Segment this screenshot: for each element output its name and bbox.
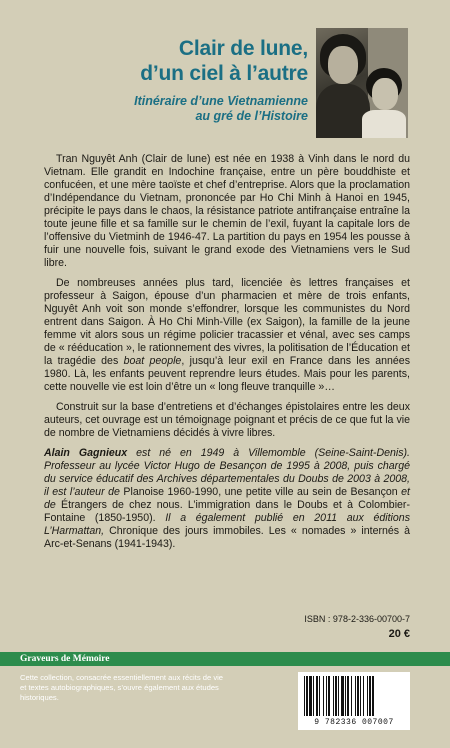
price-label: 20 € xyxy=(388,628,410,640)
author-bio-s1: est né en 1949 à Villemomble (Seine-Saint-Denis). Professeur au lycée Victor Hugo de Besançon de 1995 à 2008, puis chargé du service éducatif des Archives départementales du Doubs de 2003 à 2008, il est l’auteur de xyxy=(44,447,410,498)
barcode-bar xyxy=(333,676,334,716)
barcode-bar xyxy=(306,676,308,716)
barcode-bar xyxy=(323,676,324,716)
title-line-1: Clair de lune, xyxy=(178,37,308,60)
barcode-bar xyxy=(367,676,368,716)
author-bio-s4: Étrangers de chez nous. L’immigration dans le Doubs et à Colombier-Fontaine (1850-1950). xyxy=(44,499,410,524)
author-bio-s5: Il a également publié en 2011 aux éditions L’Harmattan, xyxy=(44,512,410,537)
barcode-bar xyxy=(326,676,327,716)
barcode-bar xyxy=(363,676,364,716)
barcode-bar xyxy=(355,676,356,716)
author-name: Alain Gagnieux xyxy=(44,447,128,459)
barcode-digits: 9 782336 007007 xyxy=(314,718,394,727)
title-line-2: d’un ciel à l’autre xyxy=(140,62,308,85)
barcode-bar xyxy=(347,676,349,716)
synopsis-p2-italic: boat people xyxy=(123,355,182,367)
synopsis-text xyxy=(44,153,410,558)
collection-name: Graveurs de Mémoire xyxy=(20,654,110,664)
family-photo xyxy=(316,28,408,138)
author-bio-s6: Chronique des jours immobiles. Les « nomades » internés à Arc-et-Senans (1941-1943). xyxy=(44,525,410,550)
barcode-bar xyxy=(351,676,352,716)
barcode-bar xyxy=(313,676,314,716)
synopsis-paragraph-2 xyxy=(44,277,410,394)
subtitle-line-2: au gré de l’Histoire xyxy=(195,109,308,123)
photo-girl-body xyxy=(362,110,406,138)
barcode xyxy=(298,672,410,730)
barcode-bar xyxy=(316,676,318,716)
book-title xyxy=(96,36,308,86)
photo-girl-face xyxy=(372,78,398,110)
barcode-bar xyxy=(372,676,374,716)
barcode-bars xyxy=(304,676,404,716)
collection-band xyxy=(0,652,450,666)
author-bio-s2: Planoise 1960-1990, une petite ville au sein de Besançon xyxy=(119,486,398,498)
synopsis-p2-after: , jusqu’à leur exil en France dans les années 1980. Là, les enfants peuvent reprendre leurs études. Mais pour les parents, cette nouvelle vie est loin d’être un « long fleuve tranquille »… xyxy=(44,355,410,393)
barcode-bar xyxy=(345,676,346,716)
isbn-number: ISBN : 978-2-336-00700-7 xyxy=(304,614,410,624)
collection-description: Cette collection, consacrée essentiellement aux récits de vie et textes autobiographiques, s’ouvre également aux études historiques. xyxy=(20,673,224,702)
synopsis-paragraph-3: Construit sur la base d’entretiens et d’échanges épistolaires entre les deux auteurs, cet ouvrage est un témoignage poignant et précis de ce que fut la vie de nombre de Vietnamiens décidés à vivre libres. xyxy=(44,401,410,439)
barcode-bar xyxy=(369,676,371,716)
barcode-bar xyxy=(328,676,330,716)
barcode-bar xyxy=(338,676,339,716)
barcode-bar xyxy=(360,676,361,716)
book-subtitle xyxy=(60,94,308,124)
author-bio xyxy=(44,447,410,551)
synopsis-paragraph-1: Tran Nguyêt Anh (Clair de lune) est née en 1938 à Vinh dans le nord du Vietnam. Elle grandit en Indochine française, entre un père bouddhiste et confucéen, et une mère taoïste et chef d’entreprise. Alors que la proclamation d’Indépendance du Vietnam, prononcée par Ho Chi Minh à Hanoi en 1945, précipite le pays dans le chaos, la résistance patriote antifrançaise entraîne la toute jeune fille et sa famille sur le chemin de l’exil, fuyant la capitale lors de l’offensive du Vietminh de 1946-47. La partition du pays en 1954 les pousse à fuir une nouvelle fois, suivant le grand exode des Vietnamiens vers le Sud libre. xyxy=(44,153,410,269)
barcode-bar xyxy=(341,676,344,716)
synopsis-p2-before: De nombreuses années plus tard, licenciée ès lettres françaises et professeur à Saigon, épouse d’un pharmacien et mère de trois enfants, Nguyêt Anh voit son monde s’effondrer, lorsque les communistes du Nord entrent dans Saigon. À Ho Chi Minh-Ville (ex Saigon), la famille de la jeune femme vit alors sous un régime policier tracassier et vénal, avec ses camps de « rééducation », le rationnement des vivres, la politisation de l’Éducation et la tragédie des xyxy=(44,277,410,367)
photo-woman-face xyxy=(328,46,358,84)
barcode-bar xyxy=(319,676,320,716)
author-bio-s3: et de xyxy=(44,486,410,511)
barcode-bar xyxy=(304,676,305,716)
barcode-bar xyxy=(309,676,312,716)
barcode-bar xyxy=(357,676,359,716)
subtitle-line-1: Itinéraire d’une Vietnamienne xyxy=(134,94,308,108)
barcode-bar xyxy=(335,676,337,716)
